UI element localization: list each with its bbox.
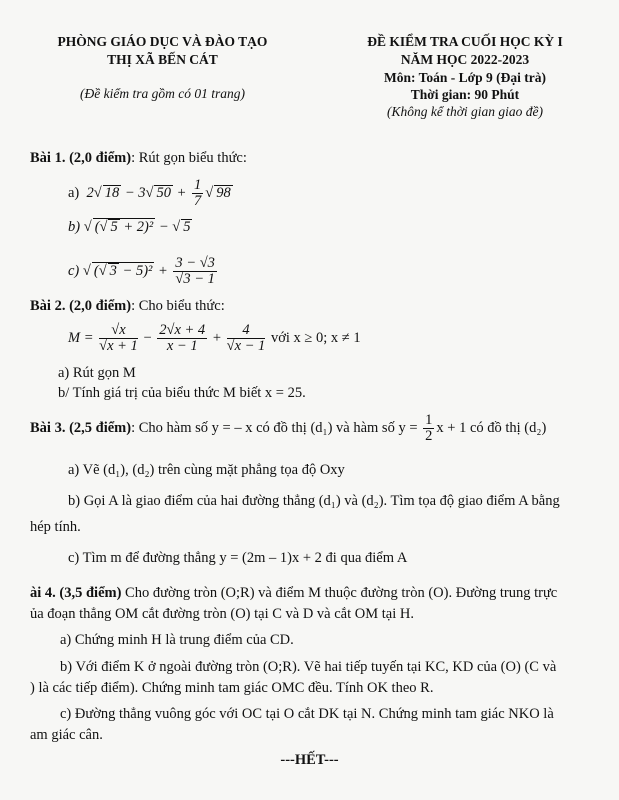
bai1-title: Bài 1. (2,0 điểm) — [30, 150, 132, 166]
bai2-condition: với x ≥ 0; x ≠ 1 — [270, 329, 361, 346]
bai3-a: a) Vẽ (d₁), (d₂) trên cùng mặt phẳng tọa độ Oxy — [68, 462, 345, 478]
bai4-a: a) Chứng minh H là trung điểm của CD. — [60, 632, 294, 648]
bai4-line2: ủa đoạn thẳng OM cắt đường tròn (O) tại C và D và cắt OM tại H. — [30, 606, 414, 622]
exam-title: ĐỀ KIỂM TRA CUỐI HỌC KỲ I — [367, 34, 563, 49]
bai4-b-line1: b) Với điểm K ở ngoài đường tròn (O;R). Vẽ hai tiếp tuyến tại KC, KD của (O) (C và — [60, 659, 557, 675]
bai2-b: b/ Tính giá trị của biểu thức M biết x = 25. — [58, 385, 306, 401]
bai3-title: Bài 3. (2,5 điểm) — [30, 419, 132, 436]
bai2-a: a) Rút gọn M — [58, 365, 136, 381]
bai3-c: c) Tìm m để đường thẳng y = (2m – 1)x + 2 đi qua điểm A — [68, 550, 408, 566]
bai4-b-line2: ) là các tiếp điểm). Chứng minh tam giác OMC đều. Tính OK theo R. — [30, 680, 434, 696]
bai2-title: Bài 2. (2,0 điểm) — [30, 298, 132, 314]
district-name: THỊ XÃ BẾN CÁT — [107, 52, 218, 67]
bai2-prompt: : Cho biểu thức: — [131, 298, 225, 314]
bai2-expression: M = $\frac{√x}{√x + 1}$ − $\frac{2√x + 4}{x - 1}$ + $\frac{4}{√x - 1}$ với x ≥ 0; x ≠ 1 — [68, 322, 361, 354]
duration: Thời gian: 90 Phút — [410, 87, 520, 102]
bai1-c-label: c) — [68, 262, 80, 279]
bai1-b-label: b) — [68, 219, 81, 235]
bai4-c-line2: am giác cân. — [30, 727, 103, 743]
bai1-a-label: a) — [68, 184, 80, 201]
bai1-heading — [30, 150, 247, 167]
bai4-line1: Cho đường tròn (O;R) và điểm M thuộc đường tròn (O). Đường trung trực — [121, 585, 558, 601]
page-count-note: (Đề kiểm tra gồm có 01 trang) — [80, 86, 245, 101]
bai1-c: c) √ (√ 3 − 5)² + $\frac{3 - √3}{√3 - 1}$ — [68, 255, 215, 287]
bai3-heading: Bài 3. (2,5 điểm): Cho hàm số y = – x có đồ thị (d₁) và hàm số y = $\frac{1}{2}$ x + 1 có đồ thị (d₂) — [30, 412, 547, 444]
bai3-prompt-before: : Cho hàm số y = – x có đồ thị (d₁) và hàm số y = — [131, 419, 418, 436]
duration-note: (Không kể thời gian giao đề) — [386, 104, 544, 119]
bai1-prompt: : Rút gọn biểu thức: — [131, 150, 247, 166]
bai4-heading — [30, 585, 557, 602]
bai3-b-line1: b) Gọi A là giao điểm của hai đường thẳng (d₁) và (d₂). Tìm tọa độ giao điểm A bằng — [68, 493, 560, 509]
subject: Môn: Toán - Lớp 9 (Đại trà) — [384, 70, 546, 85]
bai4-title: ài 4. (3,5 điểm) — [30, 585, 122, 601]
bai1-b: b) √ (√ 5 + 2)² − √ 5 — [68, 219, 191, 235]
bai1-a: a) 2√ 18 − 3√ 50 + $\frac{1}{7}$ √ 98 — [68, 177, 231, 209]
department-name: PHÒNG GIÁO DỤC VÀ ĐÀO TẠO — [57, 34, 268, 49]
bai2-heading — [30, 298, 225, 315]
school-year: NĂM HỌC 2022-2023 — [400, 52, 530, 67]
bai3-b-line2: hép tính. — [30, 519, 81, 535]
bai3-prompt-after: x + 1 có đồ thị (d₂) — [436, 419, 547, 436]
end-marker: ---HẾT--- — [280, 752, 339, 768]
bai4-c-line1: c) Đường thẳng vuông góc với OC tại O cắt DK tại N. Chứng minh tam giác NKO là — [60, 706, 554, 722]
